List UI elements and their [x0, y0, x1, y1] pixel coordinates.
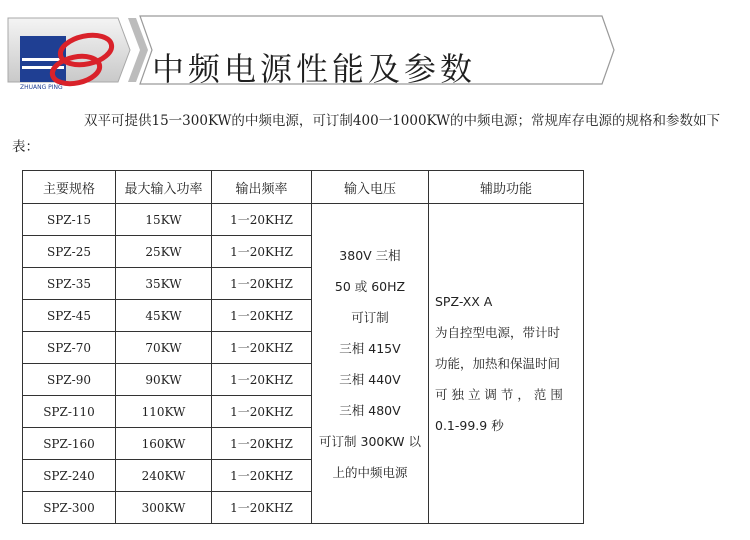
- header-frequency: 输出频率: [212, 171, 312, 204]
- header-model: 主要规格: [23, 171, 116, 204]
- cell-power: 15KW: [116, 204, 212, 236]
- cell-model: SPZ-70: [23, 332, 116, 364]
- voltage-line: 380V 三相: [339, 247, 401, 263]
- cell-frequency: 1一20KHZ: [212, 396, 312, 428]
- aux-line: SPZ-XX A: [435, 294, 493, 309]
- cell-frequency: 1一20KHZ: [212, 236, 312, 268]
- voltage-line: 上的中频电源: [332, 464, 408, 480]
- intro-line-2: 表：: [12, 139, 39, 155]
- voltage-line: 50 或 60HZ: [334, 278, 406, 294]
- voltage-line: 三相 440V: [339, 371, 401, 387]
- header-banner: [6, 10, 618, 91]
- cell-model: SPZ-160: [23, 428, 116, 460]
- cell-model: SPZ-25: [23, 236, 116, 268]
- spec-table: [22, 170, 584, 524]
- voltage-line: 可订制 300KW 以: [319, 433, 421, 449]
- header-power: 最大输入功率: [116, 171, 212, 204]
- page-title: 中频电源性能及参数: [152, 50, 477, 88]
- cell-model: SPZ-45: [23, 300, 116, 332]
- header-aux: 辅助功能: [429, 171, 584, 204]
- cell-model: SPZ-35: [23, 268, 116, 300]
- aux-function-cell: [429, 204, 584, 524]
- aux-line: 可 独 立 调 节 ， 范 围: [435, 387, 563, 402]
- cell-frequency: 1一20KHZ: [212, 364, 312, 396]
- voltage-line: 三相 480V: [339, 402, 401, 418]
- cell-power: 110KW: [116, 396, 212, 428]
- cell-power: 300KW: [116, 492, 212, 524]
- cell-power: 240KW: [116, 460, 212, 492]
- cell-frequency: 1一20KHZ: [212, 492, 312, 524]
- voltage-cell: [312, 204, 429, 524]
- cell-frequency: 1一20KHZ: [212, 300, 312, 332]
- intro-line-1: 双平可提供15一300KW的中频电源，可订制400一1000KW的中频电源；常规库存电源的规格和参数如下: [84, 113, 721, 129]
- logo-text: ZHUANG PING: [20, 84, 63, 91]
- cell-frequency: 1一20KHZ: [212, 428, 312, 460]
- cell-power: 35KW: [116, 268, 212, 300]
- cell-frequency: 1一20KHZ: [212, 204, 312, 236]
- cell-power: 70KW: [116, 332, 212, 364]
- intro-paragraph: [12, 108, 744, 160]
- cell-frequency: 1一20KHZ: [212, 268, 312, 300]
- cell-model: SPZ-15: [23, 204, 116, 236]
- voltage-line: 三相 415V: [339, 340, 401, 356]
- cell-power: 45KW: [116, 300, 212, 332]
- aux-line: 为自控型电源，带计时: [435, 325, 561, 340]
- cell-power: 160KW: [116, 428, 212, 460]
- aux-line: 功能，加热和保温时间: [435, 356, 561, 371]
- table-header-row: [23, 171, 584, 204]
- cell-model: SPZ-300: [23, 492, 116, 524]
- company-logo: [20, 28, 124, 94]
- cell-frequency: 1一20KHZ: [212, 460, 312, 492]
- cell-model: SPZ-240: [23, 460, 116, 492]
- cell-model: SPZ-90: [23, 364, 116, 396]
- cell-power: 25KW: [116, 236, 212, 268]
- header-voltage: 输入电压: [312, 171, 429, 204]
- cell-frequency: 1一20KHZ: [212, 332, 312, 364]
- table-row: [23, 204, 584, 236]
- voltage-line: 可订制: [351, 309, 389, 325]
- cell-power: 90KW: [116, 364, 212, 396]
- cell-model: SPZ-110: [23, 396, 116, 428]
- aux-line: 0.1-99.9 秒: [435, 418, 504, 433]
